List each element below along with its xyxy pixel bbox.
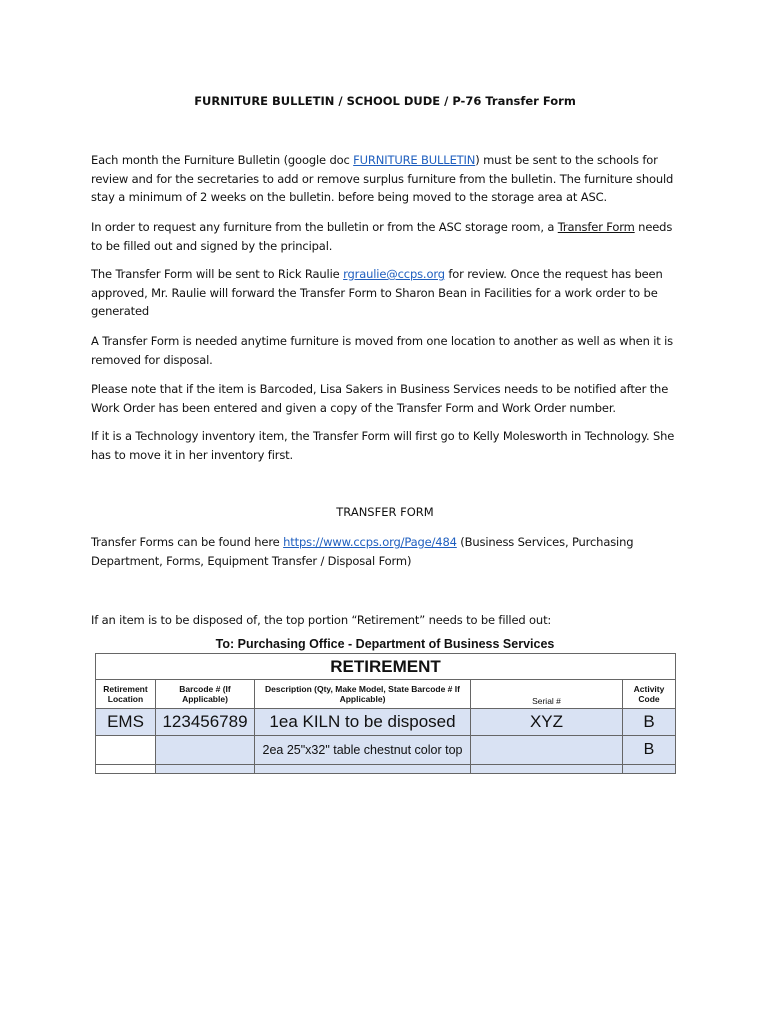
forms-url-link[interactable]: https://www.ccps.org/Page/484 — [283, 535, 457, 549]
cell-activity: B — [623, 709, 676, 736]
p7-text-start: Transfer Forms can be found here — [91, 535, 284, 549]
p7-text-end: (Business Services, Purchasing Department, Forms, Equipment Transfer / Disposal Form) — [91, 535, 634, 568]
furniture-bulletin-link[interactable]: FURNITURE BULLETIN — [353, 153, 476, 167]
cell-empty — [471, 765, 623, 774]
table-row — [96, 736, 676, 765]
cell-empty — [255, 765, 471, 774]
paragraph-request — [91, 218, 683, 255]
p3-text-end: for review. Once the request has been approved, Mr. Raulie will forward the Transfer Form to Sharon Bean in Facilities for a work order to be generated — [91, 267, 663, 318]
paragraph-transfer-needed: A Transfer Form is needed anytime furniture is moved from one location to another as well as when it is removed for disposal. — [91, 334, 674, 367]
cell-empty — [623, 765, 676, 774]
paragraph-review — [91, 265, 683, 321]
transfer-form-link[interactable]: Transfer Form — [557, 220, 635, 234]
p1-text-end: ) must be sent to the schools for review and for the secretaries to add or remove surplus furniture from the bulletin. The furniture should stay a minimum of 2 weeks on the bulletin. before being moved to the storage area at ASC. — [91, 153, 674, 204]
section-heading: TRANSFER FORM — [336, 505, 434, 519]
cell-barcode — [156, 736, 255, 765]
cell-activity: B — [623, 736, 676, 765]
document-title: FURNITURE BULLETIN / SCHOOL DUDE / P-76 Transfer Form — [194, 94, 576, 108]
cell-empty — [96, 765, 156, 774]
retirement-heading: RETIREMENT — [96, 654, 676, 680]
paragraph-barcoded: Please note that if the item is Barcoded, Lisa Sakers in Business Services needs to be notified after the Work Order has been entered and given a copy of the Transfer Form and Work Order number. — [91, 382, 669, 415]
p1-text-start: Each month the Furniture Bulletin (google doc — [91, 153, 354, 167]
p2-text-end: needs to be filled out and signed by the principal. — [91, 220, 673, 253]
cell-location: EMS — [96, 709, 156, 736]
cell-location — [96, 736, 156, 765]
cell-description: 1ea KILN to be disposed — [255, 709, 471, 736]
table-row-partial — [96, 765, 676, 774]
paragraph-technology: If it is a Technology inventory item, the Transfer Form will first go to Kelly Molesworth in Technology. She has to move it in her inventory first. — [91, 429, 675, 462]
cell-serial: XYZ — [471, 709, 623, 736]
col-barcode: Barcode # (If Applicable) — [156, 680, 255, 709]
p3-text-start: The Transfer Form will be sent to Rick Raulie — [91, 267, 344, 281]
table-header-row — [96, 680, 676, 709]
paragraph-furniture-bulletin — [91, 151, 683, 207]
paragraph-find-forms — [91, 533, 683, 570]
col-activity-code: Activity Code — [623, 680, 676, 709]
paragraph-disposal: If an item is to be disposed of, the top portion “Retirement” needs to be filled out: — [91, 613, 552, 627]
email-link[interactable]: rgraulie@ccps.org — [343, 267, 445, 281]
cell-empty — [156, 765, 255, 774]
cell-barcode: 123456789 — [156, 709, 255, 736]
cell-serial — [471, 736, 623, 765]
cell-description: 2ea 25"x32" table chestnut color top — [255, 736, 471, 765]
col-retirement-location: Retirement Location — [96, 680, 156, 709]
table-row — [96, 709, 676, 736]
form-to-line: To: Purchasing Office - Department of Business Services — [215, 637, 555, 651]
p2-text-start: In order to request any furniture from the bulletin or from the ASC storage room, a — [91, 220, 558, 234]
retirement-table — [95, 653, 676, 774]
col-serial: Serial # — [471, 680, 623, 709]
col-description: Description (Qty, Make Model, State Barcode # If Applicable) — [255, 680, 471, 709]
